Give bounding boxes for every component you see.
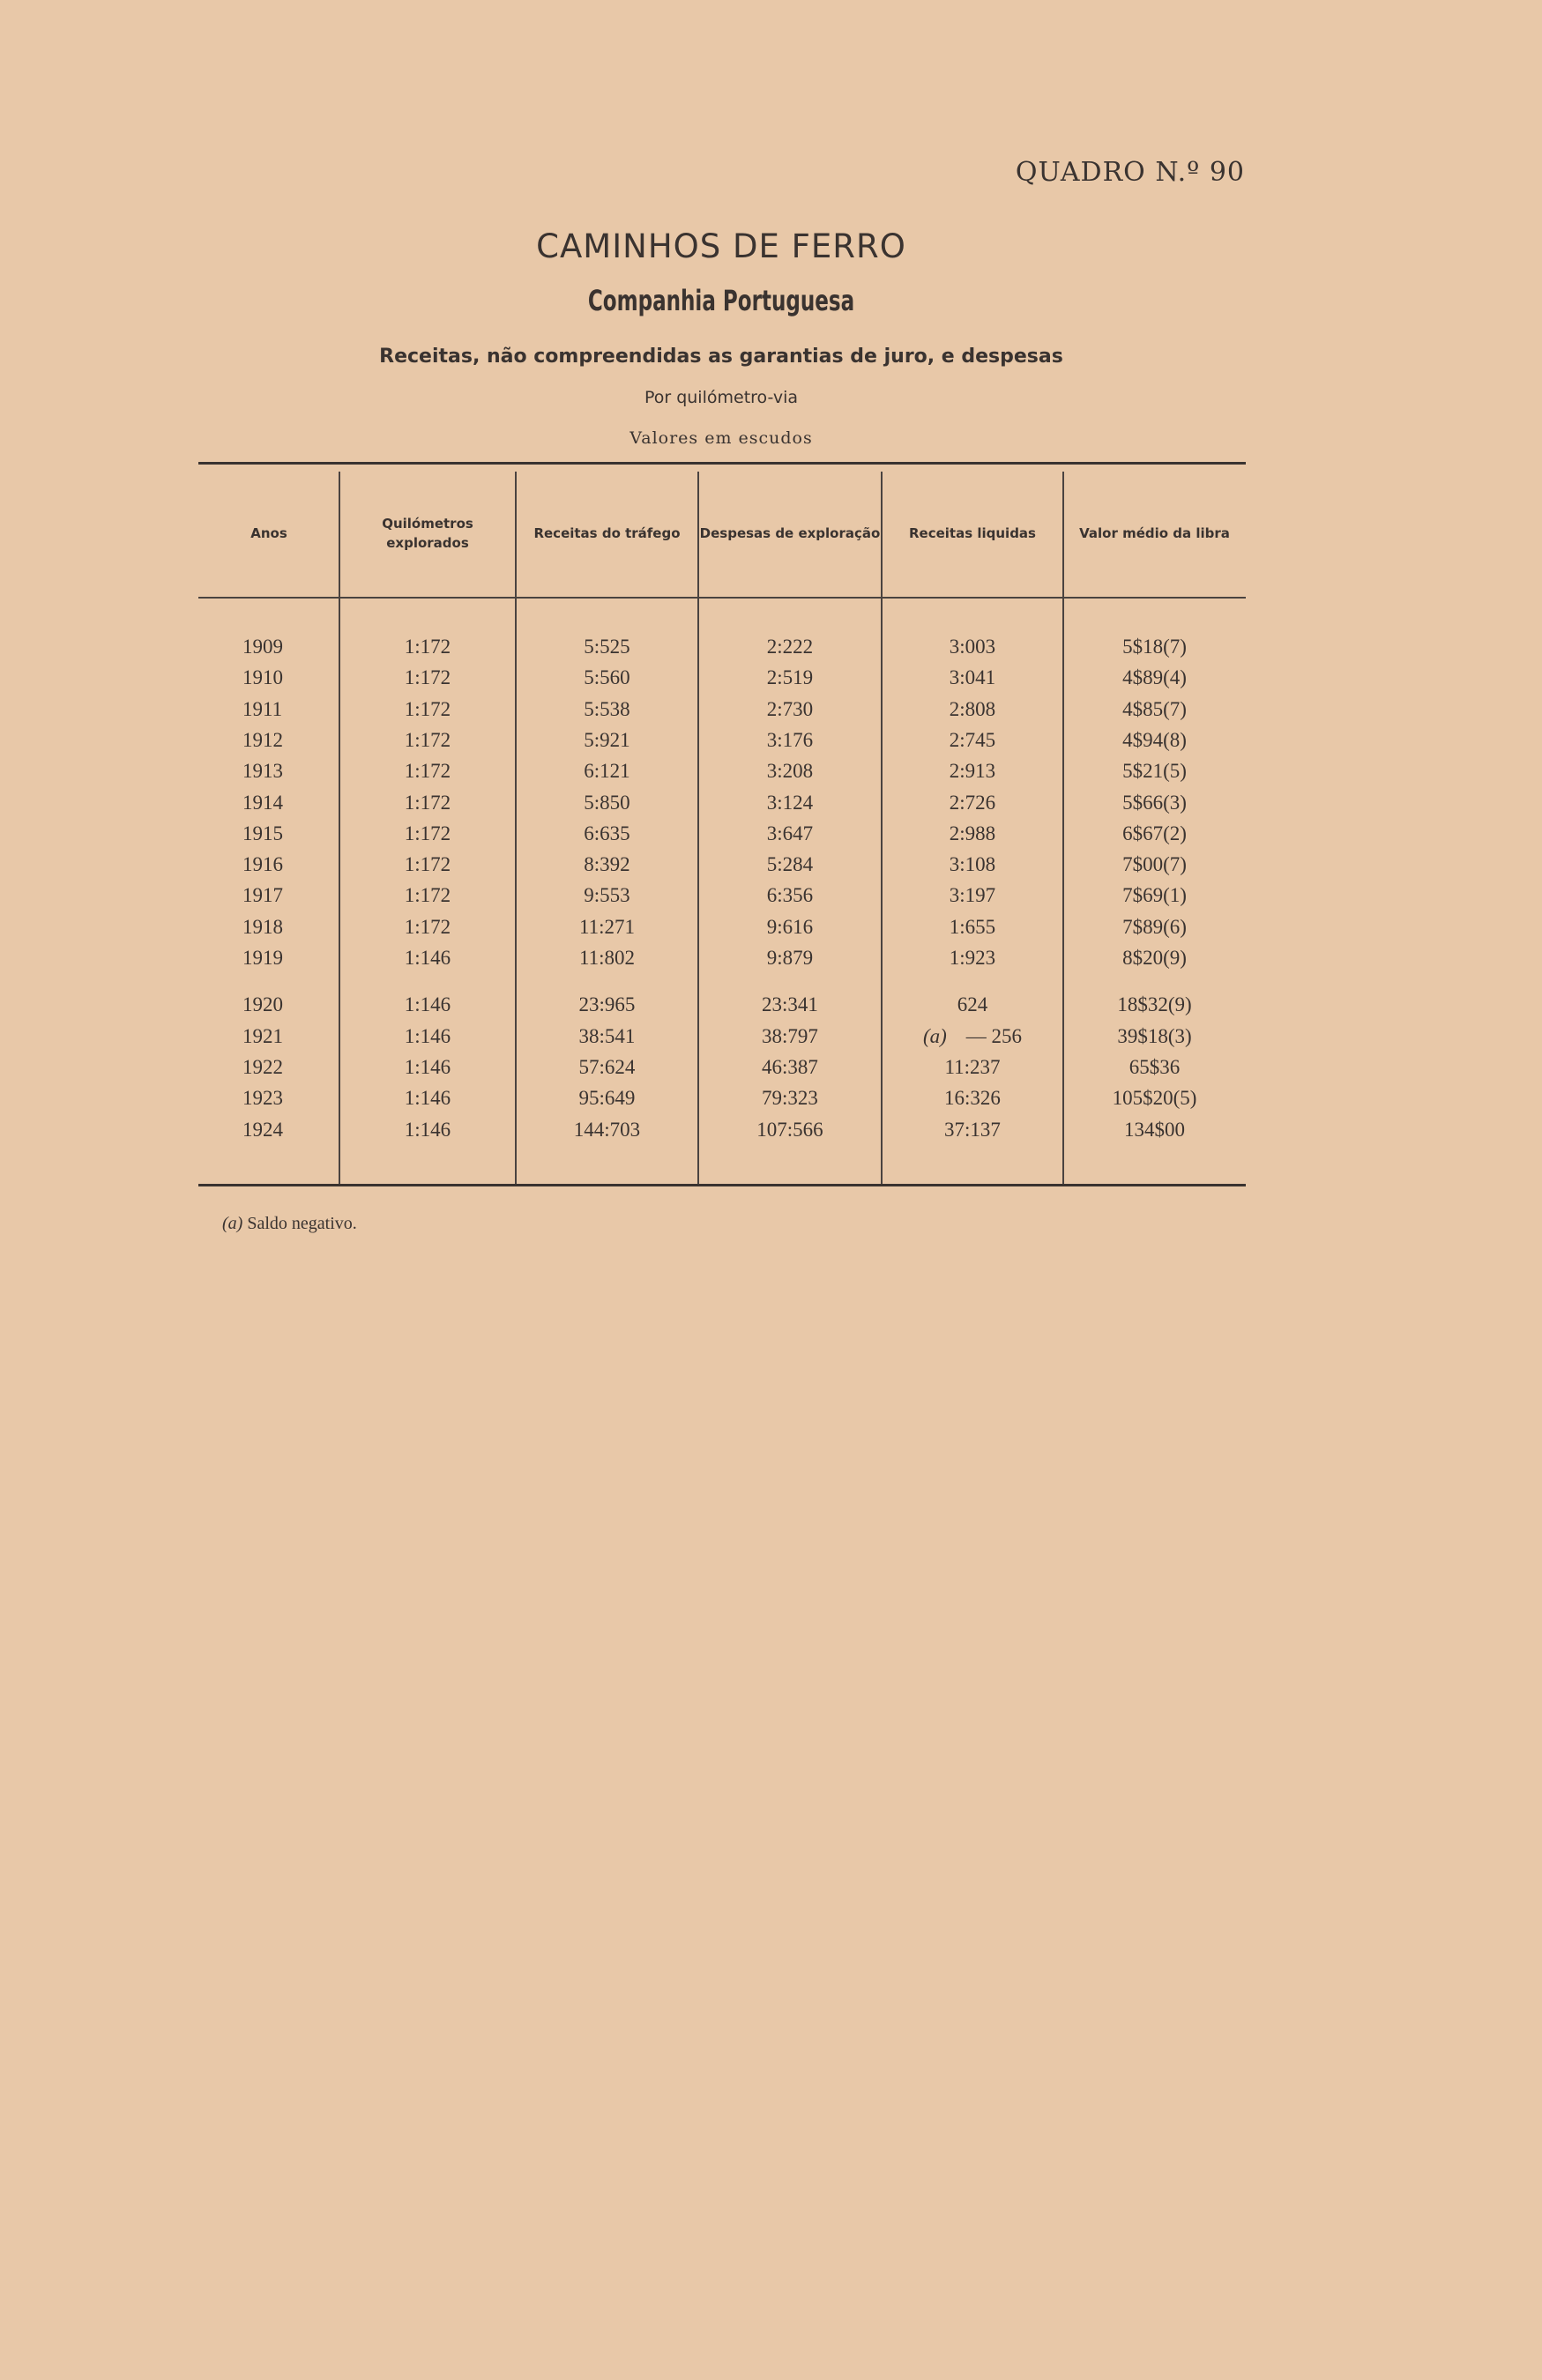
- column-header: Valor médio da libra: [1079, 525, 1230, 541]
- value-cell: 3:108: [949, 853, 996, 876]
- value-cell: 7$89(6): [1122, 915, 1187, 938]
- value-cell: 107:566: [756, 1118, 823, 1141]
- value-cell: 2:988: [949, 822, 996, 844]
- value-cell: 4$89(4): [1122, 666, 1187, 689]
- value-cell: 134$00: [1124, 1118, 1185, 1141]
- value-cell: 5:921: [584, 728, 630, 751]
- value-cell: 1:146: [404, 1087, 451, 1110]
- year-cell: 1912: [242, 728, 283, 751]
- column-header: Receitas liquidas: [908, 525, 1036, 541]
- year-cell: 1923: [242, 1087, 283, 1110]
- value-cell: 3:208: [766, 760, 814, 783]
- year-cell: 1924: [242, 1118, 283, 1141]
- year-cell: 1909: [242, 636, 283, 658]
- column-header: Despesas de exploração: [699, 525, 881, 541]
- value-cell: 3:124: [766, 791, 814, 814]
- value-cell: 5:560: [584, 666, 630, 689]
- year-cell: 1916: [242, 853, 283, 876]
- value-cell: 624: [957, 993, 988, 1016]
- negative-marker: (a): [922, 1024, 947, 1047]
- value-cell: 1:172: [404, 728, 451, 751]
- value-cell: 11:271: [578, 915, 636, 938]
- year-cell: 1915: [242, 822, 283, 844]
- per-km-note: Por quilómetro-via: [644, 388, 799, 407]
- value-cell: 5$18(7): [1122, 636, 1187, 658]
- value-cell: 38:797: [762, 1024, 818, 1047]
- value-cell: 79:323: [762, 1087, 818, 1110]
- value-cell: 9:553: [584, 884, 630, 907]
- value-cell: 1:172: [404, 853, 451, 876]
- value-cell: 2:222: [766, 636, 814, 658]
- value-cell: 1:172: [404, 822, 451, 844]
- value-cell: 2:726: [949, 791, 996, 814]
- value-cell: 1:146: [404, 1024, 451, 1047]
- value-cell: 1:172: [404, 636, 451, 658]
- value-cell: 1:146: [404, 1118, 451, 1141]
- value-cell: 144:703: [573, 1118, 641, 1141]
- year-cell: 1921: [242, 1024, 283, 1047]
- value-cell: 11:237: [944, 1055, 1001, 1078]
- year-cell: 1910: [242, 666, 283, 689]
- value-cell: 3:197: [949, 884, 996, 907]
- value-cell: 105$20(5): [1112, 1087, 1197, 1110]
- value-cell: 23:341: [762, 993, 818, 1016]
- value-cell: 1:172: [404, 791, 451, 814]
- footnote: [222, 1214, 357, 1234]
- value-cell: 1:172: [404, 697, 451, 720]
- value-cell: 1:172: [404, 666, 451, 689]
- value-cell: 1:172: [404, 884, 451, 907]
- value-cell: 1:655: [949, 915, 996, 938]
- value-cell: 9:616: [766, 915, 814, 938]
- value-cell: 3:647: [766, 822, 814, 844]
- value-cell: 3:003: [949, 636, 996, 658]
- table-top-rule: [198, 462, 1246, 465]
- value-cell: 46:387: [762, 1055, 818, 1078]
- value-cell: 1:146: [404, 947, 451, 969]
- year-cell: 1917: [242, 884, 283, 907]
- value-cell: 57:624: [578, 1055, 636, 1078]
- value-cell: 2:913: [949, 760, 996, 783]
- header-bottom-rule: [198, 597, 1246, 599]
- year-cell: 1914: [242, 791, 283, 814]
- page-title: CAMINHOS DE FERRO: [536, 227, 906, 265]
- value-cell: 65$36: [1129, 1055, 1181, 1078]
- value-cell: 2:519: [766, 666, 814, 689]
- year-cell: 1913: [242, 760, 283, 783]
- value-cell: 4$94(8): [1122, 728, 1187, 751]
- column-header: Anos: [250, 525, 287, 541]
- value-cell: 7$00(7): [1122, 853, 1187, 876]
- value-cell: 5$66(3): [1122, 791, 1187, 814]
- negative-value: — 256: [965, 1024, 1023, 1047]
- value-cell: 3:176: [766, 728, 814, 751]
- value-cell: 6:121: [584, 760, 630, 783]
- company-name: Companhia Portuguesa: [587, 284, 855, 317]
- value-cell: 23:965: [578, 993, 636, 1016]
- value-cell: 18$32(9): [1117, 993, 1192, 1016]
- table-subtitle: Receitas, não compreendidas as garantias de juro, e despesas: [379, 346, 1063, 368]
- value-cell: 1:146: [404, 993, 451, 1016]
- value-cell: 2:730: [766, 697, 814, 720]
- value-cell: 11:802: [578, 947, 636, 969]
- value-cell: 5$21(5): [1122, 760, 1187, 783]
- units-note: Valores em escudos: [629, 428, 813, 448]
- value-cell: 5:538: [584, 697, 630, 720]
- value-cell: 3:041: [949, 666, 996, 689]
- year-cell: 1911: [242, 697, 283, 720]
- value-cell: 1:172: [404, 760, 451, 783]
- footnote-text: Saldo negativo.: [247, 1214, 357, 1233]
- table-number: QUADRO N.º 90: [1015, 157, 1245, 188]
- column-header: Receitas do tráfego: [533, 525, 681, 541]
- value-cell: 38:541: [578, 1024, 636, 1047]
- value-cell: 8$20(9): [1122, 947, 1187, 969]
- value-cell: [882, 1021, 1063, 1052]
- footnote-marker: (a): [222, 1214, 243, 1233]
- year-cell: 1918: [242, 915, 283, 938]
- value-cell: 6:356: [766, 884, 814, 907]
- value-cell: 7$69(1): [1122, 884, 1187, 907]
- value-cell: 8:392: [584, 853, 630, 876]
- value-cell: 9:879: [766, 947, 814, 969]
- column-header: Quilómetros explorados: [382, 516, 473, 551]
- value-cell: 95:649: [578, 1087, 636, 1110]
- value-cell: 2:808: [949, 697, 996, 720]
- year-cell: 1920: [242, 993, 283, 1016]
- value-cell: 1:146: [404, 1055, 451, 1078]
- value-cell: 1:172: [404, 915, 451, 938]
- year-cell: 1922: [242, 1055, 283, 1078]
- value-cell: 5:525: [584, 636, 630, 658]
- value-cell: 37:137: [944, 1118, 1001, 1141]
- value-cell: 5:850: [584, 791, 630, 814]
- value-cell: 6:635: [584, 822, 630, 844]
- value-cell: 1:923: [949, 947, 996, 969]
- value-cell: 6$67(2): [1122, 822, 1187, 844]
- value-cell: 39$18(3): [1117, 1024, 1192, 1047]
- year-cell: 1919: [242, 947, 283, 969]
- table-bottom-rule: [198, 1184, 1246, 1186]
- value-cell: 5:284: [766, 853, 814, 876]
- value-cell: 4$85(7): [1122, 697, 1187, 720]
- value-cell: 2:745: [949, 728, 996, 751]
- value-cell: 16:326: [944, 1087, 1001, 1110]
